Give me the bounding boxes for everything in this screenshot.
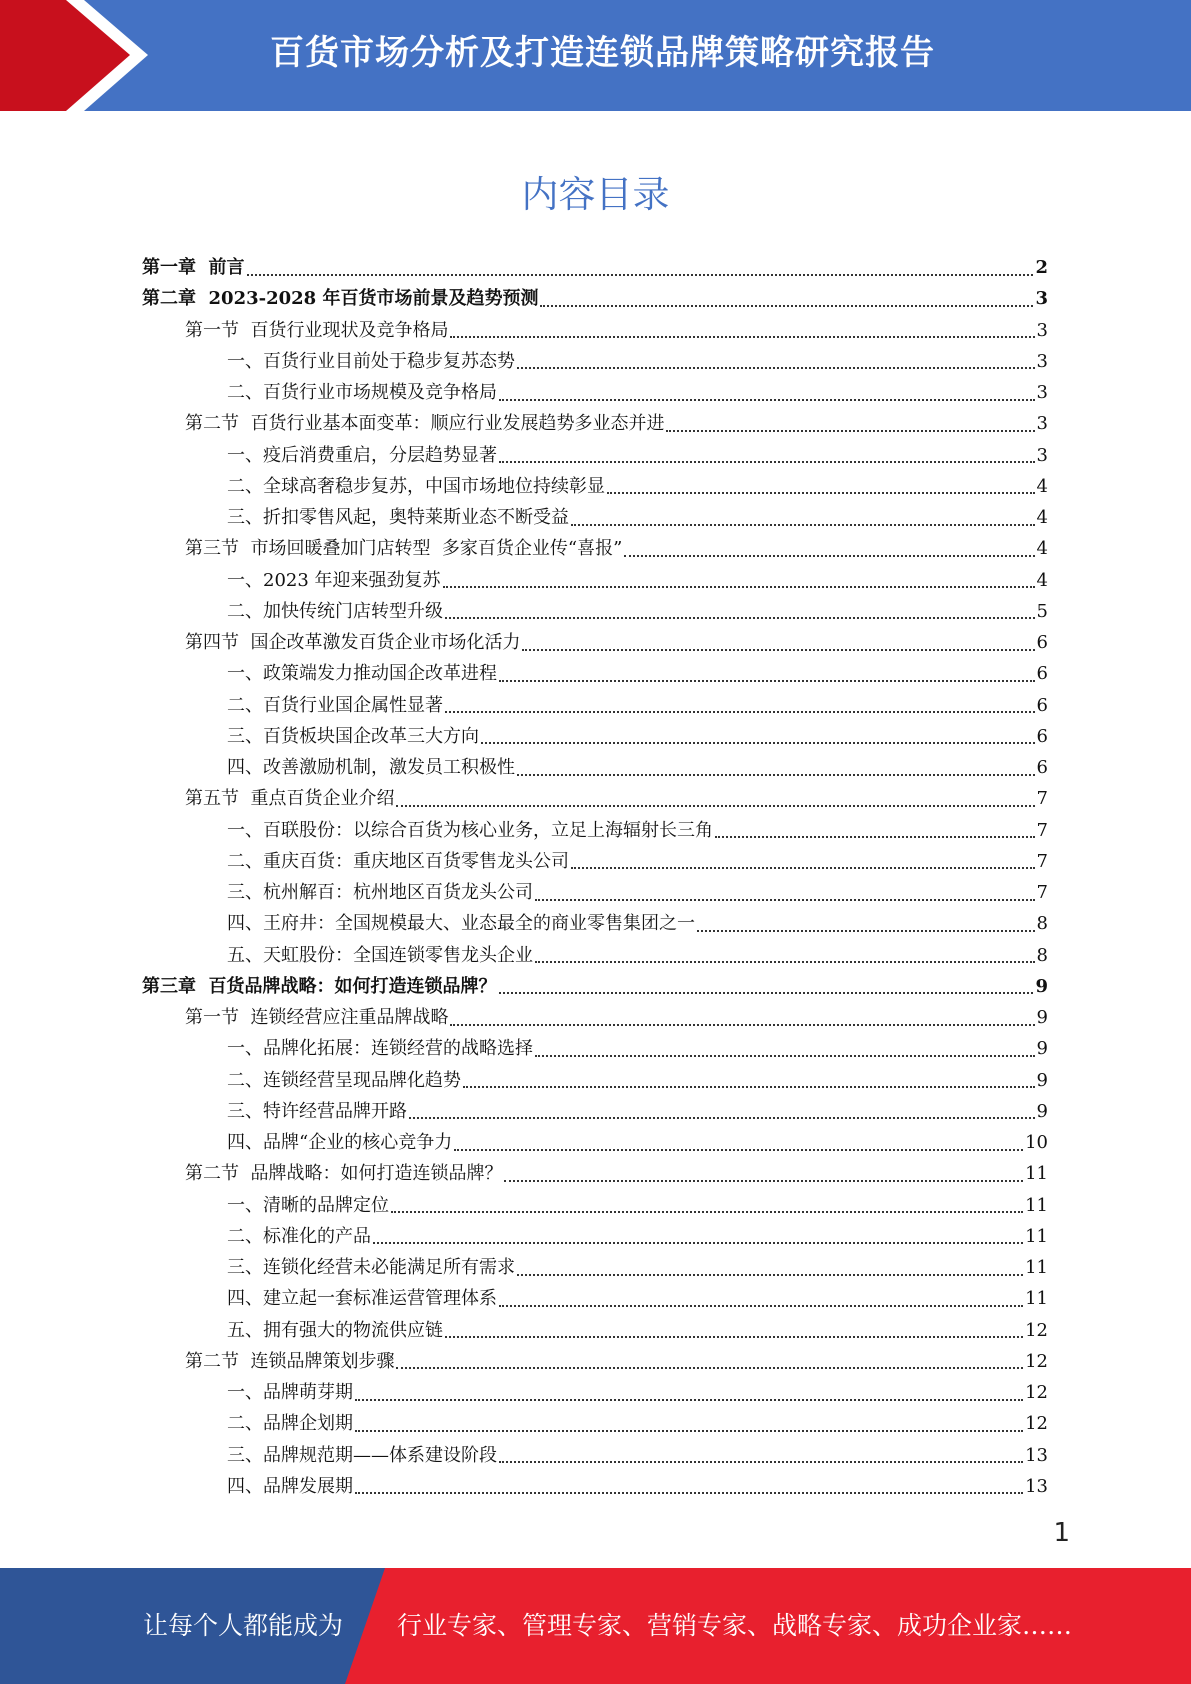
toc-entry[interactable] [142,440,1048,471]
toc-entry-page: 3 [1036,413,1048,435]
toc-entry-page: 3 [1036,382,1048,403]
toc-entry-label: 一、政策端发力推动国企改革进程 [227,663,497,685]
toc-entry-page: 9 [1036,1038,1048,1060]
toc-entry[interactable] [142,283,1048,314]
toc-dot-leader [715,836,1035,838]
toc-entry-page: 12 [1025,1319,1048,1341]
toc-entry-label: 四、王府井：全国规模最大、业态最全的商业零售集团之一 [227,913,695,935]
toc-entry-label: 三、特许经营品牌开路 [227,1100,407,1122]
toc-entry[interactable] [142,1127,1048,1158]
toc-entry[interactable] [142,1315,1048,1346]
toc-entry-page: 2 [1035,257,1048,278]
toc-dot-leader [499,680,1035,682]
toc-entry[interactable] [142,1002,1048,1033]
toc-entry[interactable] [142,565,1048,596]
toc-entry-label: 一、百联股份：以综合百货为核心业务，立足上海辐射长三角 [227,819,713,841]
toc-entry-label: 二、品牌企划期 [227,1413,353,1435]
toc-entry-label: 一、疫后消费重启，分层趋势显著 [227,444,497,466]
toc-dot-leader [517,367,1035,369]
toc-entry-page: 11 [1025,1194,1048,1216]
toc-entry-page: 11 [1025,1288,1048,1310]
toc-dot-leader [396,805,1034,807]
toc-entry[interactable] [142,627,1048,658]
toc-entry[interactable] [142,408,1048,439]
toc-entry[interactable] [142,1252,1048,1283]
toc-entry[interactable] [142,690,1048,721]
toc-entry-page: 7 [1036,788,1048,810]
toc-entry[interactable] [142,1158,1048,1189]
toc-entry-label: 五、天虹股份：全国连锁零售龙头企业 [227,944,533,966]
toc-entry-page: 11 [1025,1163,1048,1185]
toc-heading: 内容目录 [521,173,670,216]
toc-dot-leader [666,430,1034,432]
toc-entry-page: 5 [1036,600,1048,622]
toc-entry-page: 7 [1036,882,1048,903]
toc-entry[interactable] [142,1283,1048,1314]
toc-entry-page: 9 [1036,1007,1048,1028]
toc-entry-label: 第三节 市场回暖叠加门店转型 多家百货企业传“喜报” [185,538,623,560]
toc-entry-label: 三、百货板块国企改革三大方向 [227,725,479,747]
toc-dot-leader [355,1399,1023,1401]
toc-dot-leader [517,1274,1023,1276]
toc-entry[interactable] [142,783,1048,814]
toc-dot-leader [499,461,1035,463]
toc-entry-page: 11 [1025,1225,1048,1247]
toc-dot-leader [624,555,1034,557]
toc-entry[interactable] [142,252,1048,283]
report-title: 百货市场分析及打造连锁品牌策略研究报告 [270,33,935,73]
toc-entry-label: 第二节 百货行业基本面变革：顺应行业发展趋势多业态并进 [185,413,665,435]
toc-entry[interactable] [142,471,1048,502]
toc-entry[interactable] [142,502,1048,533]
toc-dot-leader [571,524,1035,526]
toc-entry-page: 6 [1036,663,1048,685]
toc-entry-page: 13 [1025,1475,1048,1497]
toc-entry[interactable] [142,1471,1048,1502]
toc-entry-label: 四、品牌发展期 [227,1475,353,1497]
toc-dot-leader [499,1305,1023,1307]
toc-entry-page: 9 [1036,1100,1048,1122]
toc-entry-label: 第四节 国企改革激发百货企业市场化活力 [185,632,521,653]
toc-entry[interactable] [142,1377,1048,1408]
toc-entry-label: 四、改善激励机制，激发员工积极性 [227,757,515,778]
toc-dot-leader [535,961,1035,963]
toc-entry-page: 3 [1036,350,1048,372]
toc-entry-label: 五、拥有强大的物流供应链 [227,1319,443,1341]
toc-entry-page: 13 [1025,1444,1048,1466]
toc-dot-leader [697,930,1035,932]
toc-dot-leader [373,1242,1023,1244]
toc-entry[interactable] [142,940,1048,971]
footer-slogan-right: 行业专家、管理专家、营销专家、战略专家、成功企业家…… [397,1611,1073,1640]
toc-entry-page: 10 [1025,1132,1048,1153]
toc-dot-leader [445,1336,1023,1338]
toc-dot-leader [445,617,1035,619]
toc-entry-label: 二、全球高奢稳步复苏，中国市场地位持续彰显 [227,475,605,497]
toc-entry-label: 第一节 连锁经营应注重品牌战略 [185,1007,449,1028]
toc-entry-page: 4 [1036,569,1048,591]
table-of-contents [142,252,1048,1502]
toc-dot-leader [504,1180,1023,1182]
toc-entry-page: 12 [1025,1382,1048,1403]
toc-dot-leader [463,1086,1035,1088]
toc-entry-label: 三、品牌规范期——体系建设阶段 [227,1444,497,1466]
toc-dot-leader [535,899,1035,901]
toc-entry-label: 三、折扣零售风起，奥特莱斯业态不断受益 [227,507,569,528]
toc-entry[interactable] [142,752,1048,783]
toc-entry[interactable] [142,908,1048,939]
toc-entry-label: 一、2023 年迎来强劲复苏 [227,569,441,591]
toc-entry-label: 二、连锁经营呈现品牌化趋势 [227,1069,461,1091]
page-number: 1 [1053,1518,1070,1548]
toc-dot-leader [454,1149,1023,1151]
toc-dot-leader [396,1367,1023,1369]
toc-dot-leader [571,867,1035,869]
toc-dot-leader [499,992,1034,994]
toc-dot-leader [481,742,1035,744]
toc-entry-page: 11 [1025,1257,1048,1278]
toc-entry[interactable] [142,1190,1048,1221]
toc-entry[interactable] [142,1065,1048,1096]
toc-entry-label: 第五节 重点百货企业介绍 [185,788,395,810]
toc-entry-label: 一、百货行业目前处于稳步复苏态势 [227,350,515,372]
toc-entry-label: 第二节 连锁品牌策划步骤 [185,1350,395,1372]
toc-entry[interactable] [142,1033,1048,1064]
toc-entry-page: 6 [1036,757,1048,778]
toc-entry-page: 3 [1036,319,1048,341]
toc-entry-page: 12 [1025,1350,1048,1372]
toc-entry-label: 二、百货行业市场规模及竞争格局 [227,382,497,403]
toc-entry[interactable] [142,533,1048,564]
toc-entry-page: 8 [1036,944,1048,966]
toc-dot-leader [450,336,1034,338]
toc-entry[interactable] [142,1221,1048,1252]
toc-entry-page: 3 [1035,288,1048,310]
toc-entry-page: 9 [1035,975,1048,997]
toc-dot-leader [391,1211,1023,1213]
toc-entry-page: 7 [1036,850,1048,872]
toc-entry-page: 6 [1036,725,1048,747]
toc-entry-label: 第二节 品牌战略：如何打造连锁品牌？ [185,1163,503,1185]
toc-entry[interactable] [142,1408,1048,1439]
toc-entry[interactable] [142,1346,1048,1377]
toc-dot-leader [517,774,1035,776]
toc-entry-label: 二、重庆百货：重庆地区百货零售龙头公司 [227,850,569,872]
toc-dot-leader [450,1024,1034,1026]
toc-entry[interactable] [142,721,1048,752]
toc-entry-page: 6 [1036,694,1048,716]
toc-entry-page: 3 [1036,444,1048,466]
toc-entry-label: 一、品牌萌芽期 [227,1382,353,1403]
toc-dot-leader [355,1430,1023,1432]
toc-entry-label: 二、百货行业国企属性显著 [227,694,443,716]
toc-entry-label: 四、建立起一套标准运营管理体系 [227,1288,497,1310]
toc-entry-page: 8 [1036,913,1048,935]
toc-entry[interactable] [142,1096,1048,1127]
toc-dot-leader [540,305,1033,307]
toc-entry-label: 三、连锁化经营未必能满足所有需求 [227,1257,515,1278]
toc-entry[interactable] [142,1440,1048,1471]
toc-entry-label: 第三章 百货品牌战略：如何打造连锁品牌？ [142,975,497,997]
toc-entry[interactable] [142,377,1048,408]
toc-entry-label: 第一节 百货行业现状及竞争格局 [185,319,449,341]
toc-entry-page: 6 [1036,632,1048,653]
header-arrow-icon [0,0,160,111]
toc-entry-label: 二、加快传统门店转型升级 [227,600,443,622]
toc-dot-leader [499,1461,1023,1463]
toc-entry[interactable] [142,346,1048,377]
toc-entry-page: 4 [1036,475,1048,497]
toc-dot-leader [522,649,1034,651]
toc-entry-label: 四、品牌“企业的核心竞争力 [227,1132,453,1153]
toc-entry[interactable] [142,971,1048,1002]
toc-entry[interactable] [142,846,1048,877]
toc-entry-label: 第一章 前言 [142,257,245,278]
toc-entry[interactable] [142,658,1048,689]
toc-dot-leader [355,1492,1023,1494]
toc-dot-leader [535,1055,1035,1057]
toc-dot-leader [443,586,1035,588]
report-header [0,0,1191,111]
toc-entry[interactable] [142,315,1048,346]
toc-entry-label: 一、品牌化拓展：连锁经营的战略选择 [227,1038,533,1060]
toc-dot-leader [445,711,1035,713]
toc-entry-page: 12 [1025,1413,1048,1435]
toc-dot-leader [499,399,1035,401]
footer-slogan-left: 让每个人都能成为 [143,1611,344,1640]
toc-entry[interactable] [142,815,1048,846]
toc-entry-page: 4 [1036,507,1048,528]
toc-dot-leader [607,492,1035,494]
toc-entry-label: 三、杭州解百：杭州地区百货龙头公司 [227,882,533,903]
footer-banner [0,1568,1191,1684]
toc-entry-page: 9 [1036,1069,1048,1091]
toc-entry[interactable] [142,877,1048,908]
toc-entry[interactable] [142,596,1048,627]
toc-dot-leader [247,274,1034,276]
toc-entry-label: 二、标准化的产品 [227,1225,371,1247]
toc-dot-leader [409,1117,1035,1119]
toc-entry-label: 第二章 2023-2028 年百货市场前景及趋势预测 [142,288,539,310]
toc-entry-page: 7 [1036,819,1048,841]
toc-entry-page: 4 [1036,538,1048,560]
toc-entry-label: 一、清晰的品牌定位 [227,1194,389,1216]
